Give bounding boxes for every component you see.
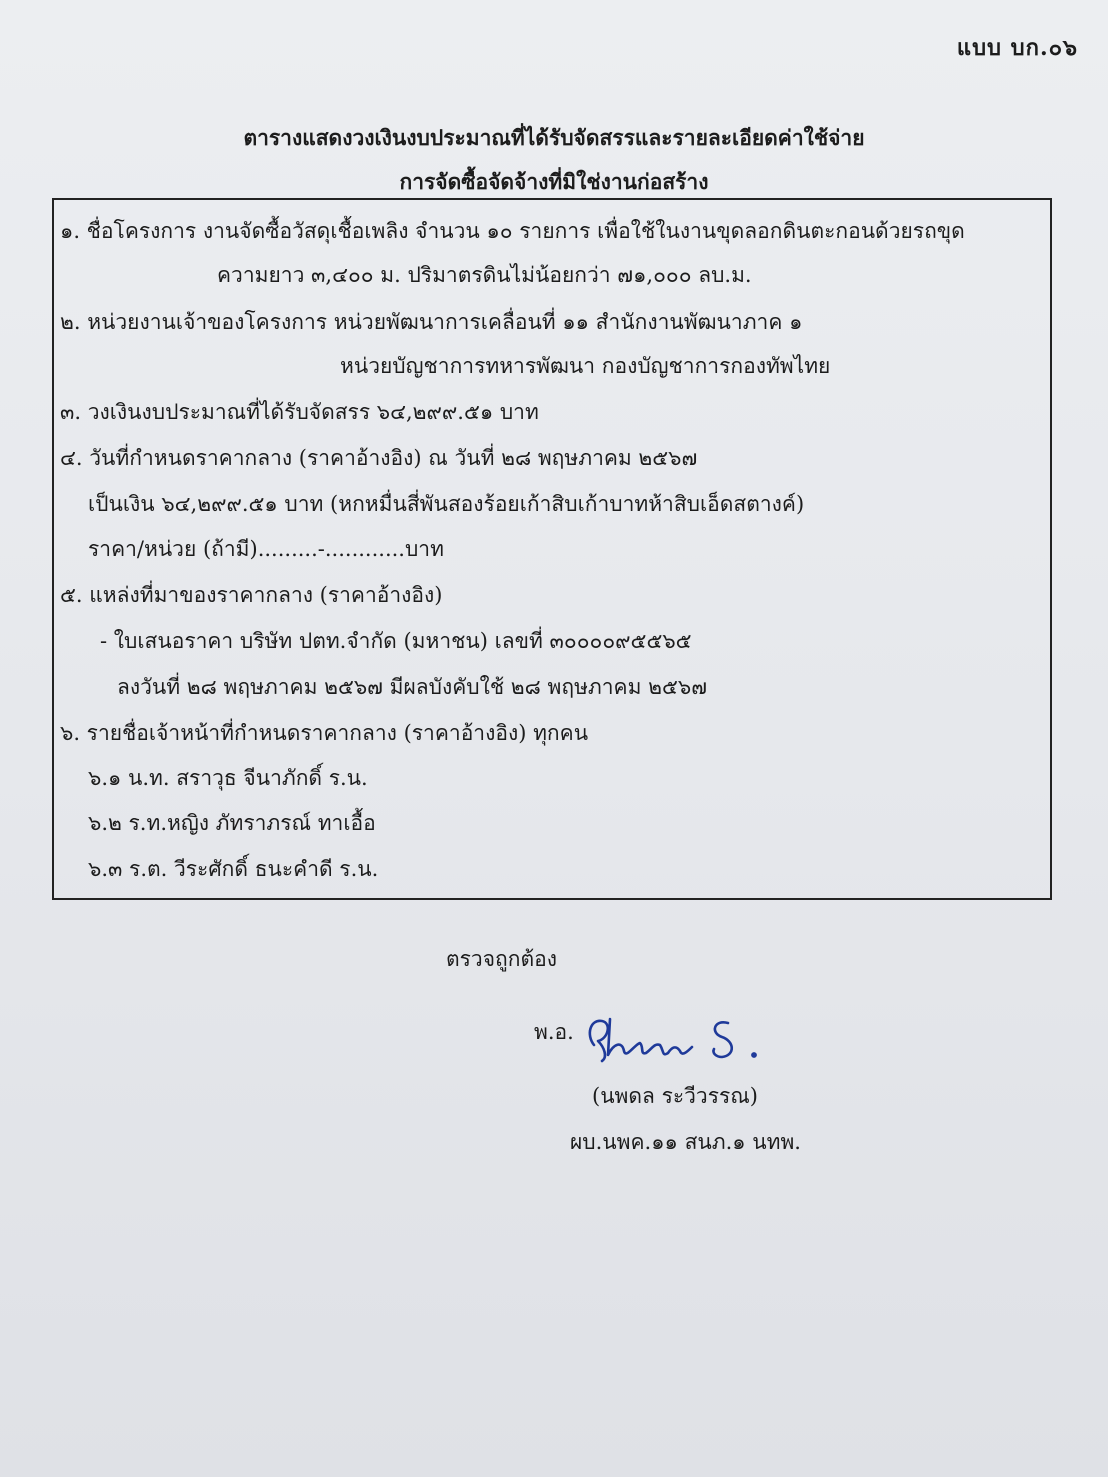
item-1-project-detail: ความยาว ๓,๔๐๐ ม. ปริมาตรดินไม่น้อยกว่า ๗๑,๐๐๐ ลบ.ม. xyxy=(217,263,752,287)
item-6-officer-1: ๖.๑ น.ท. สราวุธ จีนาภักดิ์ ร.น. xyxy=(88,766,368,790)
signer-position: ผบ.นพค.๑๑ สนภ.๑ นทพ. xyxy=(570,1130,801,1154)
form-code: แบบ บก.๐๖ xyxy=(956,35,1078,61)
item-1-project-name: ๑. ชื่อโครงการ งานจัดซื้อวัสดุเชื้อเพลิง จำนวน ๑๐ รายการ เพื่อใช้ในงานขุดลอกดินตะกอนด้วยรถขุด xyxy=(60,219,965,243)
item-4-reference-date: ๔. วันที่กำหนดราคากลาง (ราคาอ้างอิง) ณ วันที่ ๒๘ พฤษภาคม ๒๕๖๗ xyxy=(60,446,698,470)
item-5-price-source: ๕. แหล่งที่มาของราคากลาง (ราคาอ้างอิง) xyxy=(60,583,443,607)
certified-label: ตรวจถูกต้อง xyxy=(446,947,557,971)
item-6-officer-3: ๖.๓ ร.ต. วีระศักดิ์ ธนะคำดี ร.น. xyxy=(88,857,379,881)
item-4-unit-price: ราคา/หน่วย (ถ้ามี).........-............บาท xyxy=(88,537,444,561)
item-2-owner-unit: ๒. หน่วยงานเจ้าของโครงการ หน่วยพัฒนาการเคลื่อนที่ ๑๑ สำนักงานพัฒนาภาค ๑ xyxy=(60,310,803,334)
item-2-owner-unit-cont: หน่วยบัญชาการทหารพัฒนา กองบัญชาการกองทัพไทย xyxy=(340,354,831,378)
handwritten-signature xyxy=(582,1005,772,1069)
document-subtitle: การจัดซื้อจัดจ้างที่มิใช่งานก่อสร้าง xyxy=(399,169,709,194)
item-5-quotation: - ใบเสนอราคา บริษัท ปตท.จำกัด (มหาชน) เลขที่ ๓๐๐๐๐๙๕๕๖๕ xyxy=(100,629,692,653)
signer-name: (นพดล ระวีวรรณ) xyxy=(592,1084,758,1108)
item-4-amount: เป็นเงิน ๖๔,๒๙๙.๕๑ บาท (หกหมื่นสี่พันสองร้อยเก้าสิบเก้าบาทห้าสิบเอ็ดสตางค์) xyxy=(88,492,805,516)
item-6-officer-2: ๖.๒ ร.ท.หญิง ภัทราภรณ์ ทาเอื้อ xyxy=(88,811,376,835)
item-5-quotation-dates: ลงวันที่ ๒๘ พฤษภาคม ๒๕๖๗ มีผลบังคับใช้ ๒๘ พฤษภาคม ๒๕๖๗ xyxy=(117,675,707,699)
document-title: ตารางแสดงวงเงินงบประมาณที่ได้รับจัดสรรและรายละเอียดค่าใช้จ่าย xyxy=(243,125,865,150)
item-6-officers: ๖. รายชื่อเจ้าหน้าที่กำหนดราคากลาง (ราคาอ้างอิง) ทุกคน xyxy=(60,721,589,745)
item-3-budget: ๓. วงเงินงบประมาณที่ได้รับจัดสรร ๖๔,๒๙๙.๕๑ บาท xyxy=(60,400,539,424)
signer-rank: พ.อ. xyxy=(534,1020,574,1044)
